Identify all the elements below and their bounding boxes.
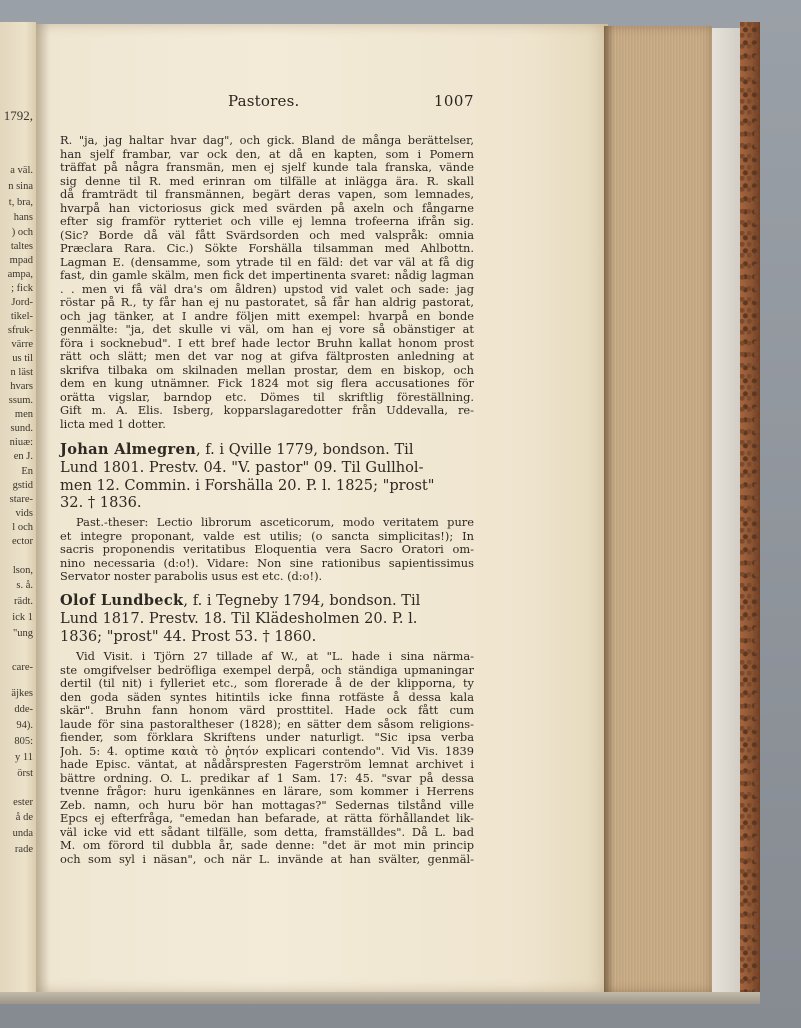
page-number: 1007 <box>433 92 474 110</box>
text-line: skrifva tilbaka om skilnaden mellan prostar, dem en biskop, och <box>60 363 474 377</box>
text-line: tvenne frågor: huru igenkännes en lärare, som kommer i Herrens <box>60 785 474 799</box>
text-line: efter sig framför rytteriet och ville ej lemna trofeerna ifrån sig. <box>60 215 474 228</box>
heading-line: men 12. Commin. i Forshälla 20. P. l. 1825; "prost" <box>60 476 435 494</box>
left-page-text-fragment: niuæ: <box>9 437 33 448</box>
text-line: Gift m. A. Elis. Isberg, kopparslagaredotter från Uddevalla, re- <box>60 404 474 417</box>
text-line: orätta vigslar, barndop etc. Dömes til skriftlig föreställning. <box>60 390 474 404</box>
running-head-title: Pastores. <box>228 92 300 110</box>
text-line: M. om förord til dubbla år, sade denne: "det är mot min princip <box>60 839 474 853</box>
left-page-text-fragment: t, bra, <box>8 197 33 208</box>
left-page-text-fragment: ampa, <box>7 269 33 280</box>
left-page-text-fragment: taltes <box>10 241 33 252</box>
left-page-text-fragment: rade <box>14 844 33 855</box>
text-line: Lagman E. (densamme, som ytrade til en fäld: det var väl at få dig <box>60 255 474 269</box>
text-line: då framträdt til fransmännen, begärt deras vapen, som lemnades, <box>60 188 474 201</box>
entry-body <box>60 650 474 866</box>
left-page-text-fragment: rädt. <box>14 596 33 607</box>
left-page-text-fragment: å de <box>15 812 33 823</box>
left-page-text-fragment: en J. <box>13 451 33 462</box>
left-page-text-fragment: 94). <box>16 720 33 731</box>
heading-line <box>60 592 474 610</box>
left-page-text-fragment: dde- <box>14 704 33 715</box>
text-line: Vid Visit. i Tjörn 27 tillade af W., at "L. hade i sina närma- <box>76 650 474 664</box>
left-page-text-fragment: ester <box>13 797 33 808</box>
continued-biography-paragraph <box>60 134 474 431</box>
text-line: träffat på några fransmän, men ej sjelf kunde tala franska, vände <box>60 161 474 174</box>
left-page-text-fragment: unda <box>12 828 33 839</box>
entry-heading <box>60 441 474 512</box>
text-line: bättre ordning. O. L. predikar af 1 Sam. 17: 45. "svar på dessa <box>60 771 474 785</box>
text-line: dem en kung utnämner. Fick 1824 mot sig flera accusationes för <box>60 377 474 390</box>
heading-line: Lund 1801. Prestv. 04. "V. pastor" 09. Til Gullhol- <box>60 458 424 476</box>
left-page-text-fragment: gstid <box>12 480 33 491</box>
entry-body <box>60 516 474 584</box>
text-line: Joh. 5: 4. optime καιὰ τὸ ῥητόν explicari contendo". Vid Vis. 1839 <box>60 744 474 758</box>
text-line: . . men vi få väl dra's om åldren) upstod vid valet och sade: jag <box>60 282 474 296</box>
text-line: Servator noster parabolis usus est etc. (d:o!). <box>60 570 323 584</box>
text-line: väl icke vid ett sådant tilfälle, som detta, framställdes". Då L. bad <box>60 825 474 839</box>
page-gutter-shadow <box>36 24 50 992</box>
entry-name: Johan Almegren <box>60 441 196 458</box>
entry-name: Olof Lundbeck <box>60 592 184 609</box>
heading-line: 1836; "prost" 44. Prost 53. † 1860. <box>60 627 317 645</box>
text-line: sacris proponendis veritatibus Eloquentia vera Sacro Oratori om- <box>60 543 474 557</box>
entry-heading <box>60 592 474 645</box>
text-line: et integre proponant, valde est utilis; (o sancta simplicitas!); In <box>60 529 474 543</box>
left-page-text-fragment: men <box>14 409 33 420</box>
text-line: licta med 1 dotter. <box>60 417 166 431</box>
left-page-text-fragment: l och <box>12 522 33 533</box>
entry-johan-almegren <box>60 441 474 584</box>
left-page-text-fragment: sfruk- <box>7 325 33 336</box>
heading-line-text: , f. i Tegneby 1794, bondson. Til <box>183 592 421 609</box>
left-page-text-fragment: hvars <box>10 381 33 392</box>
text-line: han sjelf frambar, var ock den, at då en kapten, som i Pomern <box>60 147 474 161</box>
text-line: R. "ja, jag haltar hvar dag", och gick. Bland de många berättelser, <box>60 134 474 147</box>
left-page-text-fragment: stare- <box>9 494 33 505</box>
left-page-text-fragment: care- <box>12 662 33 673</box>
left-page-text-fragment: Jord- <box>11 297 33 308</box>
left-page-text-fragment: vids <box>15 508 33 519</box>
text-line: den goda säden syntes hitintils icke finna rotfäste å dessa kala <box>60 690 474 704</box>
running-head <box>60 92 474 112</box>
text-line: Epcs ej efterfråga, "emedan han befarade, at rätta förhållandet lik- <box>60 812 474 826</box>
left-page-text-fragment: 1792, <box>3 108 33 123</box>
left-page-text-fragment: örst <box>17 768 33 779</box>
left-page-text-fragment: a väl. <box>10 165 33 176</box>
text-line: hade Episc. väntat, at nådårspresten Fagerström lemnat archivet i <box>60 758 474 772</box>
text-line: rätt och slätt; men det var nog at gifva fältprosten anledning at <box>60 350 474 363</box>
text-line: Zeb. namn, och huru bör han mottagas?" Sedernas tilstånd ville <box>60 798 474 812</box>
text-line: och som syl i näsan", och när L. invände at han svälter, genmäl- <box>60 852 474 866</box>
page-edges-stack <box>604 26 712 992</box>
text-line: sig denne til R. med erinran om tilfälle at inlägga ära. R. skall <box>60 174 474 188</box>
left-page-text-fragment: värre <box>11 339 33 350</box>
text-line: skär". Bruhn fann honom värd prosttitel. Hade ock fått cum <box>60 704 474 718</box>
left-page-text-fragment: En <box>21 466 33 477</box>
left-page-text-fragment: 805: <box>14 736 33 747</box>
left-page-text-fragment: ssum. <box>8 395 33 406</box>
text-line: fiender, som förklara Skriftens under naturligt. "Sic ipsa verba <box>60 731 474 745</box>
text-line: och jag tänker, at I andre följen mitt exempel: hvarpå en bonde <box>60 309 474 323</box>
left-page-text-fragment: us til <box>12 353 33 364</box>
left-page-text-fragment: mpad <box>9 255 33 266</box>
heading-line <box>60 441 474 459</box>
marbled-cover-edge <box>740 22 760 1000</box>
page-edge-shadow <box>604 26 614 992</box>
text-line: föra i socknebud". I ett bref hade lector Bruhn kallat honom prost <box>60 336 474 350</box>
text-line: Præclara Rara. Cic.) Sökte Forshälla tilsamman med Ahlbottn. <box>60 242 474 255</box>
text-line: genmälte: "ja, det skulle vi väl, om han ej vore så obänstiger at <box>60 323 474 336</box>
heading-line-text: , f. i Qville 1779, bondson. Til <box>195 441 414 458</box>
left-page-text-fragment: "ung <box>12 628 33 639</box>
previous-page-edge <box>0 22 36 992</box>
left-page-text-fragment: ector <box>12 536 33 547</box>
left-page-text-fragment: lson, <box>12 565 33 576</box>
cover-bottom-edge <box>0 992 760 1004</box>
text-line: hvarpå han victoriosus gick med svärden på axeln och fångarne <box>60 201 474 215</box>
left-page-text-fragment: n läst <box>10 367 33 378</box>
text-line: dertil (til nit) i fylleriet etc., som florerade å de der klipporna, ty <box>60 677 474 691</box>
left-page-text-fragment: sund. <box>10 423 33 434</box>
left-page-text-fragment: äjkes <box>11 688 33 699</box>
book-cover-board <box>712 28 740 994</box>
text-line: ste omgifvelser bedröfliga exempel derpå, och ständiga upmaningar <box>60 663 474 677</box>
text-line: Past.-theser: Lectio librorum asceticorum, modo veritatem pure <box>76 516 474 530</box>
text-line: laude för sina pastoraltheser (1828); en sätter dem såsom religions- <box>60 717 474 731</box>
left-page-text-fragment: n sina <box>8 181 33 192</box>
left-page-text-fragment: tikel- <box>10 311 33 322</box>
left-page-text-fragment: s. å. <box>16 580 33 591</box>
left-page-text-fragment: ick 1 <box>12 612 33 623</box>
left-page-text-fragment: hans <box>13 212 33 223</box>
heading-line: Lund 1817. Prestv. 18. Til Klädesholmen 20. P. l. <box>60 609 418 627</box>
entry-olof-lundbeck <box>60 592 474 866</box>
left-page-text-fragment: y 11 <box>15 752 33 763</box>
text-line: fast, din gamle skälm, men fick det impertinenta svaret: nådig lagman <box>60 269 474 282</box>
text-line: nino necessaria (d:o!). Vidare: Non sine rationibus sapientissimus <box>60 556 474 570</box>
text-line: röstar på R., ty får han ej nu pastoratet, så får han aldrig pastorat, <box>60 296 474 309</box>
text-line: (Sic? Borde då väl fått Svärdsorden och med valspråk: omnia <box>60 228 474 242</box>
left-page-text-fragment: ) och <box>11 227 33 238</box>
left-page-text-fragment: ; fick <box>11 283 33 294</box>
heading-line: 32. † 1836. <box>60 494 142 512</box>
